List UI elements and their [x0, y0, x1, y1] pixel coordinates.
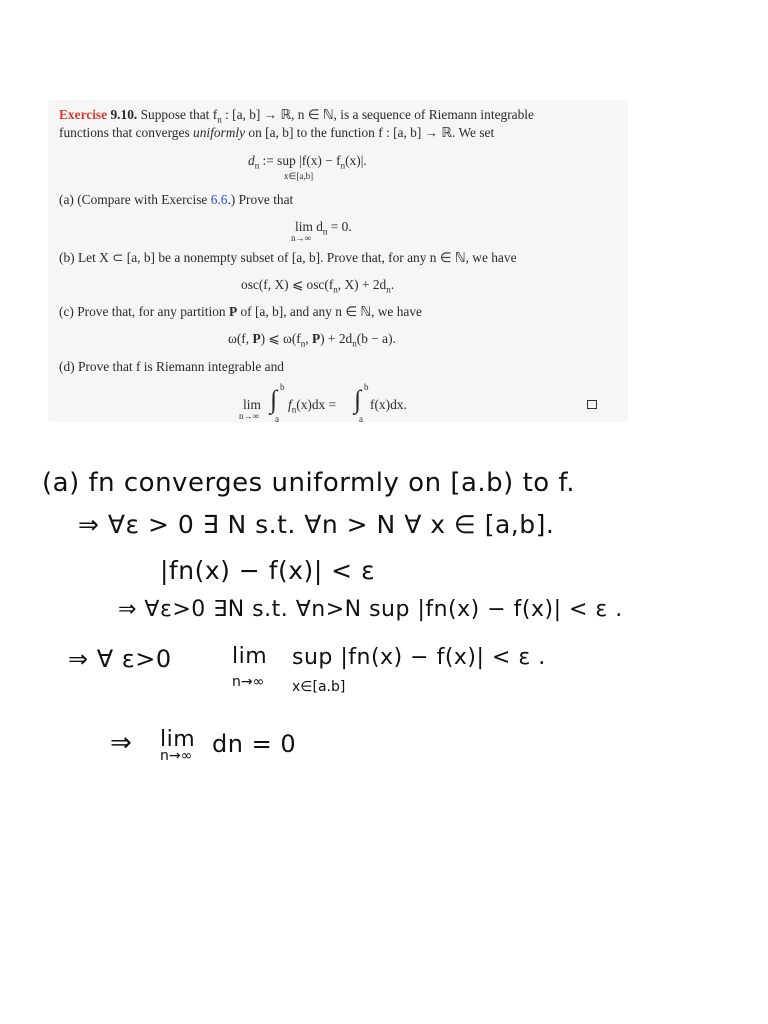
qed-square-icon [587, 400, 597, 409]
handwriting-line-6-lim-under: n→∞ [160, 748, 193, 764]
equation-d-middle [288, 397, 336, 415]
handwriting-line-4: ⇒ ∀ε>0 ∃N s.t. ∀n>N sup |fn(x) − f(x)| < ε . [118, 597, 623, 622]
eq-dn-var: d [248, 153, 255, 168]
handwriting-line-5-sup-under: x∈[a.b] [292, 679, 346, 695]
intro-text: Suppose that f [140, 107, 218, 122]
eq-c-5: (b − a). [356, 331, 396, 346]
exercise-number: 9.10. [110, 107, 138, 122]
eq-c-sub2: n [352, 338, 357, 349]
part-b: (b) Let X ⊂ [a, b] be a nonempty subset of [a, b]. Prove that, for any n ∈ ℕ, we have [59, 250, 517, 265]
equation-d-lim: lim [243, 397, 261, 412]
handwriting-line-5-start: ⇒ ∀ ε>0 [68, 645, 172, 673]
part-a-text-2: .) Prove that [227, 192, 294, 207]
equation-d-int2-top: b [364, 382, 369, 392]
part-c-P: P [228, 304, 238, 319]
exercise-line-1 [59, 107, 534, 125]
intro-line2-italic: uniformly [193, 125, 246, 140]
equation-a-under: n→∞ [291, 233, 311, 243]
part-a-text: (a) (Compare with Exercise [59, 192, 211, 207]
equation-d-tail: f(x)dx. [370, 397, 407, 412]
eq-d-f: f [288, 397, 292, 412]
intro-sub: n [217, 114, 222, 125]
eq-c-2: ) ⩽ ω(f [260, 331, 301, 346]
eq-dn-tail: (x)|. [345, 153, 367, 168]
intro-text-2: : [a, b] → ℝ, n ∈ ℕ, is a sequence of Riemann integrable [221, 107, 534, 122]
equation-dn [248, 153, 367, 171]
eq-c-4: ) + 2d [320, 331, 353, 346]
handwriting-line-6-arrow: ⇒ [110, 728, 133, 758]
exercise-label: Exercise [59, 107, 108, 122]
eq-b-mid: , X) + 2d [337, 277, 387, 292]
equation-d-integral-1: ∫ [270, 385, 278, 414]
equation-d-int1-bot: a [275, 414, 279, 424]
eq-d-mid2: (x)dx = [296, 397, 337, 412]
eq-b-sub: n [333, 284, 338, 295]
equation-d-int2-bot: a [359, 414, 363, 424]
eq-c-sub: n [300, 338, 306, 349]
equation-b [241, 277, 394, 295]
eq-dn-sub: n [254, 160, 260, 171]
handwriting-line-6-lim: lim [160, 727, 196, 752]
intro-line2-c: on [a, b] to the function f : [a, b] → ℝ. We set [245, 125, 495, 140]
part-a [59, 192, 293, 208]
handwriting-line-3: |fn(x) − f(x)| < ε [160, 556, 376, 585]
part-c-text-2: of [a, b], and any n ∈ ℕ, we have [237, 304, 422, 319]
part-c-text: (c) Prove that, for any partition [59, 304, 229, 319]
part-d: (d) Prove that f is Riemann integrable and [59, 359, 284, 374]
eq-dn-rest: := sup |f(x) − f [259, 153, 341, 168]
eq-a-sub: n [322, 226, 328, 237]
eq-b-tail: . [390, 277, 395, 292]
eq-a-tail: = 0. [327, 219, 352, 234]
part-c [59, 304, 422, 320]
eq-c-P2: P [311, 331, 321, 346]
handwriting-line-5-sup: sup |fn(x) − f(x)| < ε . [292, 645, 546, 670]
eq-c-3: , [305, 331, 312, 346]
exercise-line-2 [59, 125, 494, 141]
eq-b-sub2: n [386, 284, 391, 295]
eq-b-1: osc(f, X) ⩽ osc(f [241, 277, 334, 292]
equation-dn-under: x∈[a,b] [284, 171, 314, 181]
eq-c-P: P [252, 331, 261, 346]
equation-c [228, 331, 396, 349]
handwriting-line-2: ⇒ ∀ε > 0 ∃ N s.t. ∀n > N ∀ x ∈ [a,b]. [78, 510, 555, 539]
equation-d-int1-top: b [280, 382, 285, 392]
eq-dn-rest-sub: n [340, 160, 346, 171]
exercise-link[interactable]: 6.6 [210, 192, 228, 207]
handwriting-line-5-lim-under: n→∞ [232, 674, 265, 690]
eq-d-sub: n [291, 404, 297, 415]
eq-a-lim: lim d [295, 219, 323, 234]
handwriting-line-5-lim: lim [232, 644, 268, 669]
equation-d-lim-under: n→∞ [239, 411, 259, 421]
handwriting-line-1: (a) fn converges uniformly on [a.b) to f. [42, 468, 575, 498]
equation-d-integral-2: ∫ [354, 385, 362, 414]
intro-line2-a: functions that converges [59, 125, 193, 140]
handwriting-line-6-result: dn = 0 [212, 730, 297, 758]
eq-c-1: ω(f, [228, 331, 253, 346]
